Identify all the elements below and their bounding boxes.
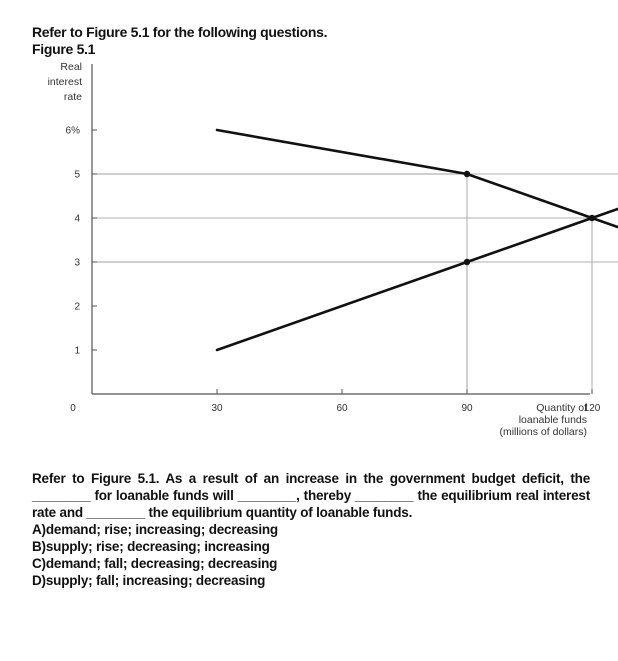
y-tick-label-3: 4 [74,213,80,225]
x-tick-label-1: 30 [211,403,223,414]
tick-labels [66,126,618,415]
question-block [32,470,590,589]
choice-c[interactable]: C)demand; fall; decreasing; decreasing [32,556,278,571]
series-line-d [217,130,618,350]
guide-lines [92,174,618,394]
choice-d[interactable]: D)supply; fall; increasing; decreasing [32,573,266,588]
x-tick-label-4: 120 [583,403,601,414]
x-axis-title-line-1: loanable funds [518,414,587,426]
y-axis-title-line-0: Real [60,61,82,73]
y-tick-label-4: 5 [74,169,80,181]
y-tick-label-5: 6% [65,125,80,137]
y-tick-label-0: 1 [74,345,80,357]
figure-label: Figure 5.1 [32,41,96,57]
choice-a[interactable]: A)demand; rise; increasing; decreasing [32,522,278,537]
y-axis-title-line-2: rate [63,91,82,103]
x-tick-label-0: 0 [70,403,76,414]
chart-axes [92,64,590,394]
data-point-0 [464,171,470,177]
data-point-3 [464,259,470,265]
x-axis-title-line-0: Quantity of [536,402,587,414]
y-axis-title-line-1: interest [47,76,82,88]
choice-b[interactable]: B)supply; rise; decreasing; increasing [32,539,270,554]
intro-text: Refer to Figure 5.1 for the following questions. [32,24,328,40]
x-tick-label-2: 60 [336,403,348,414]
question-text: Refer to Figure 5.1. As a result of an increase in the government budget deficit, the ________ for loanable funds will ________, thereby ________ the equilibrium real interest rate and ________ the equilibrium quantity of loanable funds. [32,471,590,520]
y-tick-label-2: 3 [74,257,80,269]
x-tick-label-3: 90 [461,403,473,414]
y-tick-label-1: 2 [74,301,80,313]
data-point-2 [589,215,595,221]
x-axis-title-line-2: (millions of dollars) [499,426,587,438]
chart [0,58,618,458]
